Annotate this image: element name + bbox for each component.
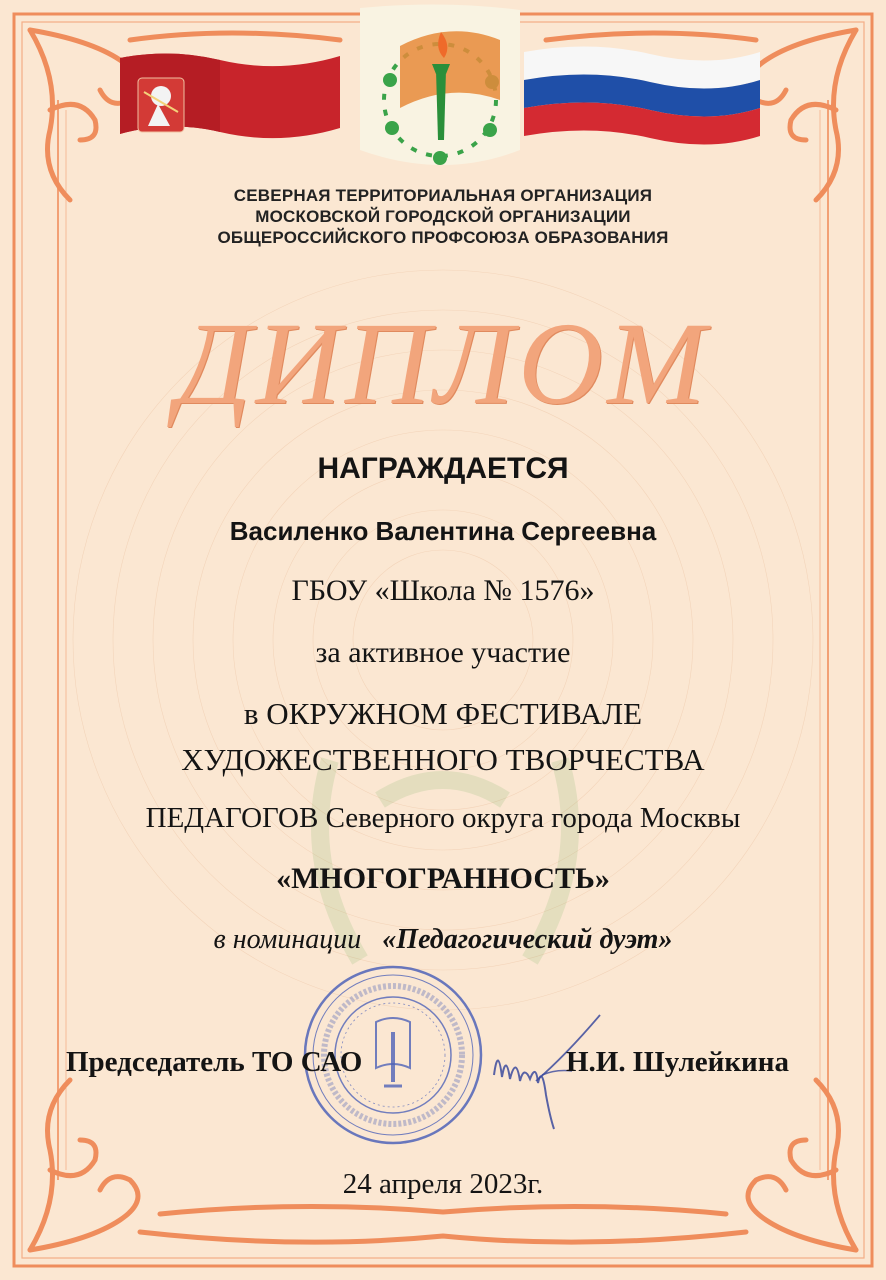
nomination-name: «Педагогический дуэт» [382, 924, 673, 955]
nomination-prefix: в номинации [213, 924, 362, 955]
organization-line-2: МОСКОВСКОЙ ГОРОДСКОЙ ОРГАНИЗАЦИИ [255, 207, 631, 226]
signer-position: Председатель ТО САО [66, 1046, 363, 1078]
event-line-3-rest: Северного округа города Москвы [318, 802, 741, 834]
organization-line-1: СЕВЕРНАЯ ТЕРРИТОРИАЛЬНАЯ ОРГАНИЗАЦИЯ [233, 186, 653, 205]
header-graphics [0, 0, 886, 180]
nomination-line [0, 924, 886, 956]
school-name: ГБОУ «Школа № 1576» [291, 574, 595, 607]
awarded-heading: НАГРАЖДАЕТСЯ [317, 452, 569, 485]
event-line-3 [0, 802, 886, 835]
participation-reason: за активное участие [315, 636, 571, 669]
organization-line-3: ОБЩЕРОССИЙСКОГО ПРОФСОЮЗА ОБРАЗОВАНИЯ [217, 228, 669, 247]
event-line-1: в ОКРУЖНОМ ФЕСТИВАЛЕ [243, 696, 643, 731]
recipient-name: Василенко Валентина Сергеевна [229, 516, 657, 546]
union-emblem-icon [360, 4, 520, 165]
russia-flag-icon [524, 46, 760, 144]
event-line-3-caps: ПЕДАГОГОВ [145, 802, 319, 834]
event-line-2: ХУДОЖЕСТВЕННОГО ТВОРЧЕСТВА [181, 742, 705, 777]
moscow-flag-icon [120, 53, 340, 138]
festival-name: «МНОГОГРАННОСТЬ» [276, 862, 610, 895]
award-date: 24 апреля 2023г. [342, 1168, 544, 1200]
diploma-title: ДИПЛОМ [176, 298, 710, 429]
signer-name: Н.И. Шулейкина [566, 1046, 789, 1078]
